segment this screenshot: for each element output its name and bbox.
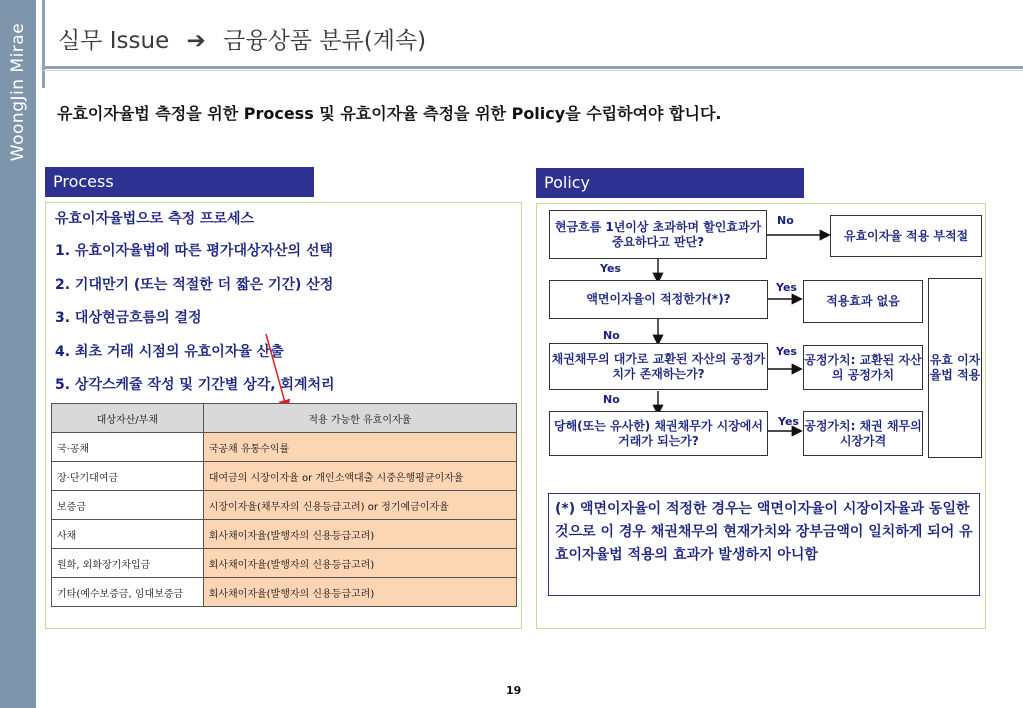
header-horizontal-rule-thin bbox=[42, 70, 1023, 71]
flow-question-4: 당해(또는 유사한) 채권채무가 시장에서 거래가 되는가? bbox=[549, 411, 768, 456]
table-cell: 시장이자율(채무자의 신용등급고려) or 정기예금이자율 bbox=[203, 491, 516, 520]
flow-label-yes: Yes bbox=[776, 345, 797, 358]
process-line-1: 1. 유효이자율법에 따른 평가대상자산의 선택 bbox=[55, 243, 333, 259]
table-cell: 회사채이자율(발행자의 신용등급고려) bbox=[203, 578, 516, 607]
header-vertical-rule bbox=[42, 0, 45, 88]
header-horizontal-rule bbox=[42, 66, 1023, 69]
flow-result-3: 공정가치: 교환된 자산의 공정가치 bbox=[803, 345, 923, 390]
arrow-right-icon: ➔ bbox=[186, 28, 206, 54]
table-cell: 사채 bbox=[52, 520, 204, 549]
process-line-3: 3. 대상현금흐름의 결정 bbox=[55, 310, 202, 326]
process-line-0: 유효이자율법으로 측정 프로세스 bbox=[55, 211, 255, 227]
table-header-row bbox=[52, 404, 517, 433]
table-row bbox=[52, 520, 517, 549]
table-cell: 회사채이자율(발행자의 신용등급고려) bbox=[203, 549, 516, 578]
flow-question-2: 액면이자율이 적정한가(*)? bbox=[549, 280, 768, 319]
title-right: 금융상품 분류(계속) bbox=[223, 28, 427, 54]
table-row bbox=[52, 462, 517, 491]
brand-label: WoongJin Mirae bbox=[8, 22, 28, 162]
table-cell: 대여금의 시장이자율 or 개인소액대출 시중은행평균이자율 bbox=[203, 462, 516, 491]
flow-result-5: 유효 이자율법 적용 bbox=[928, 278, 982, 458]
flow-label-yes: Yes bbox=[600, 262, 621, 275]
flow-label-no: No bbox=[603, 329, 620, 342]
policy-footnote: (*) 액면이자율이 적정한 경우는 액면이자율이 시장이자율과 동일한 것으로 이 경우 채권채무의 현재가치와 장부금액이 일치하게 되어 유효이자율법 적용의 효과가 발생하지 아니함 bbox=[548, 493, 980, 596]
table-cell: 원화, 외화장기차입금 bbox=[52, 549, 204, 578]
table-row bbox=[52, 549, 517, 578]
table-cell: 기타(예수보증금, 임대보증금 bbox=[52, 578, 204, 607]
table-cell: 회사채이자율(발행자의 신용등급고려) bbox=[203, 520, 516, 549]
table-cell: 보증금 bbox=[52, 491, 204, 520]
page-number: 19 bbox=[506, 684, 522, 697]
table-header-cell: 대상자산/부채 bbox=[52, 404, 204, 433]
flow-label-no: No bbox=[603, 393, 620, 406]
process-line-5: 5. 상각스케쥴 작성 및 기간별 상각, 회계처리 bbox=[55, 377, 335, 393]
policy-header: Policy bbox=[536, 168, 804, 198]
flow-question-1: 현금흐름 1년이상 초과하며 할인효과가 중요하다고 판단? bbox=[549, 210, 767, 259]
flow-result-2: 적용효과 없음 bbox=[803, 280, 923, 323]
table-cell: 국·공채 bbox=[52, 433, 204, 462]
process-header: Process bbox=[45, 167, 314, 197]
headline: 유효이자율법 측정을 위한 Process 및 유효이자율 측정을 위한 Policy을 수립하여야 합니다. bbox=[57, 104, 722, 123]
flow-label-yes: Yes bbox=[778, 415, 799, 428]
table-header-cell: 적용 가능한 유효이자율 bbox=[203, 404, 516, 433]
process-line-4: 4. 최초 거래 시점의 유효이자율 산출 bbox=[55, 344, 284, 360]
flow-label-no: No bbox=[777, 214, 794, 227]
table-cell: 국공채 유통수익률 bbox=[203, 433, 516, 462]
flow-result-1: 유효이자율 적용 부적절 bbox=[830, 215, 982, 257]
flow-result-4: 공정가치: 채권 채무의 시장가격 bbox=[803, 411, 923, 456]
flow-label-yes: Yes bbox=[776, 281, 797, 294]
rate-table bbox=[51, 403, 517, 607]
title-left: 실무 Issue bbox=[58, 28, 170, 54]
table-cell: 장·단기대여금 bbox=[52, 462, 204, 491]
flow-question-3: 채권채무의 대가로 교환된 자산의 공정가치가 존재하는가? bbox=[549, 343, 768, 390]
page-title bbox=[58, 22, 426, 55]
process-line-2: 2. 기대만기 (또는 적절한 더 짧은 기간) 산정 bbox=[55, 277, 334, 293]
table-row bbox=[52, 433, 517, 462]
table-row bbox=[52, 578, 517, 607]
table-row bbox=[52, 491, 517, 520]
